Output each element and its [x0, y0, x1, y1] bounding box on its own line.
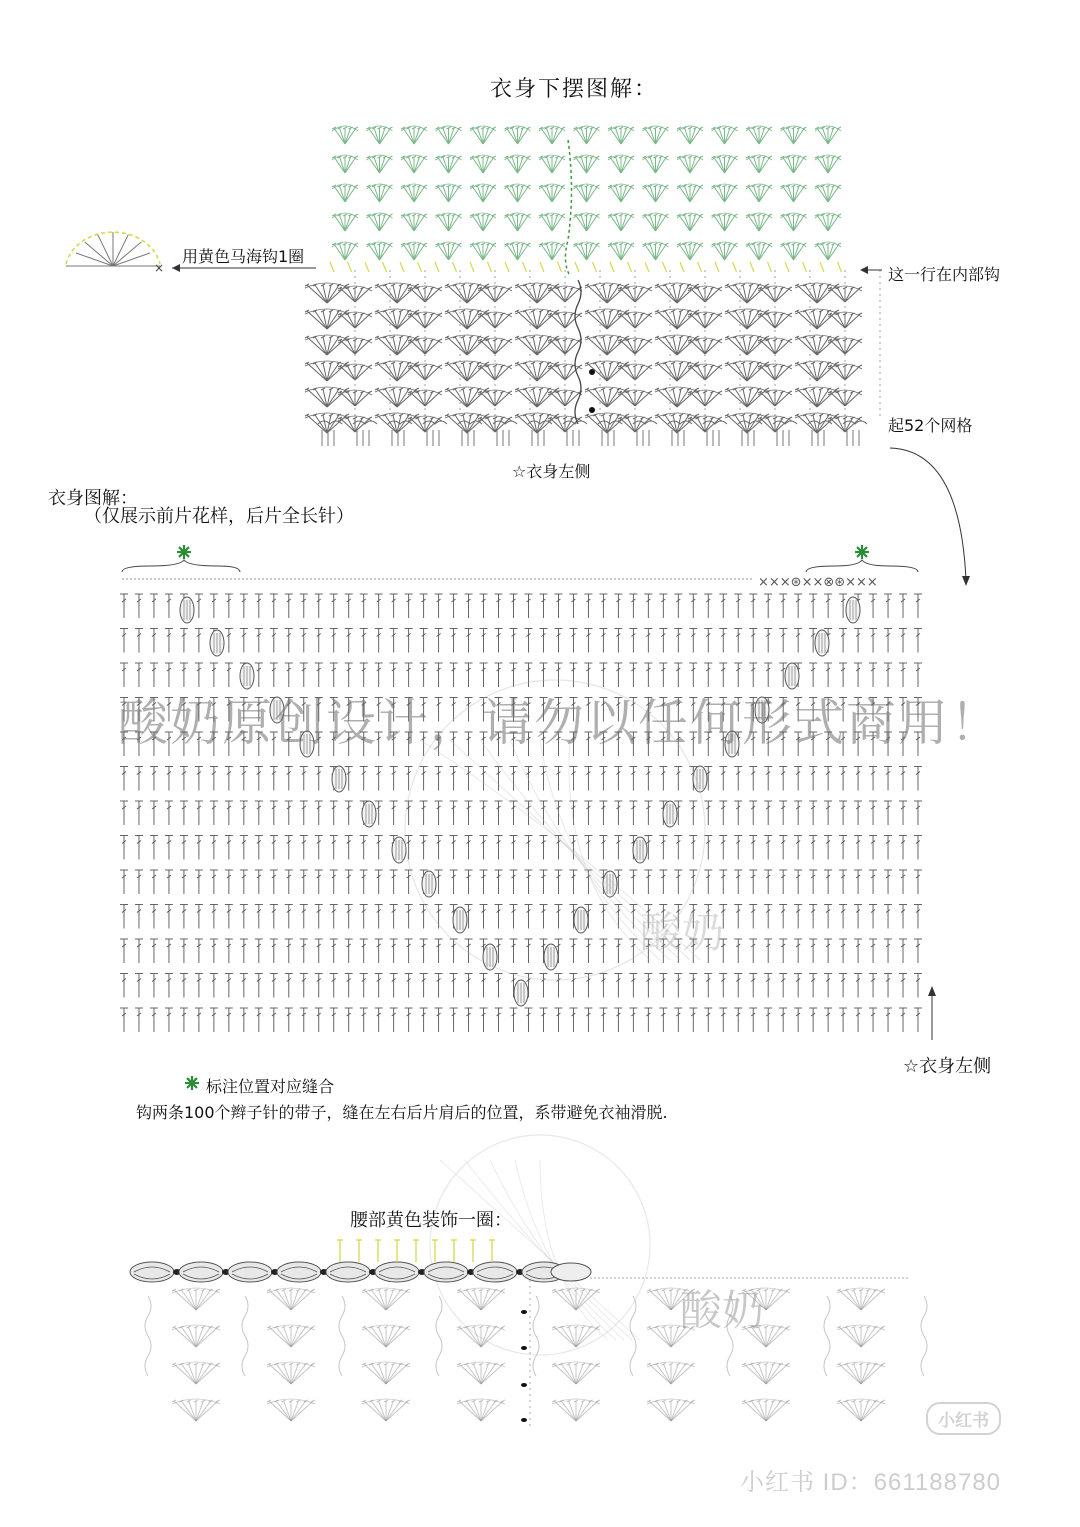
xiaohongshu-badge: 小红书 [926, 1402, 1001, 1435]
hem-side-note: ☆衣身左侧 [512, 462, 591, 481]
waist-decoration [130, 1240, 927, 1430]
watermark-mark: 酸奶 [640, 908, 725, 957]
body-side-note: ☆衣身左侧 [903, 1056, 992, 1077]
watermark-text: 酸奶原创设计，请勿以任何形式商用！ [118, 694, 1002, 752]
xiaohongshu-id: 小红书 ID：661188780 [740, 1469, 1002, 1496]
strap-note: 钩两条100个辫子针的带子，缝在左右后片肩后的位置，系带避免衣袖滑脱. [136, 1103, 668, 1122]
hem-green-fans [332, 126, 841, 276]
hem-yellow-row [330, 262, 842, 272]
body-subtitle: （仅展示前片花样，后片全长针） [84, 506, 354, 527]
hem-gray-fans [305, 270, 880, 433]
marker-note: 标注位置对应缝合 [206, 1077, 335, 1096]
body-cluster-v-pattern [180, 597, 860, 1006]
hem-title: 衣身下摆图解： [490, 77, 659, 102]
yarn-ball-watermark [405, 680, 705, 1355]
hem-start-note: 起52个网格 [888, 416, 973, 435]
body-title: 衣身图解： [48, 488, 138, 509]
hem-inner-note: 这一行在内部钩 [888, 265, 1001, 284]
svg-text:×: × [154, 261, 165, 275]
body-stitch-grid [120, 575, 936, 1040]
watermark-mark-2: 酸奶 [680, 1286, 765, 1335]
hem-yellow-note: 用黄色马海钩1圈 [182, 247, 305, 266]
hem-foundation [318, 421, 867, 446]
svg-text:×××⊛××⊗⊛×××: ×××⊛××⊗⊛××× [758, 575, 878, 590]
waist-title: 腰部黄色装饰一圈： [350, 1210, 512, 1231]
hem-yellow-semicircle [66, 232, 164, 275]
